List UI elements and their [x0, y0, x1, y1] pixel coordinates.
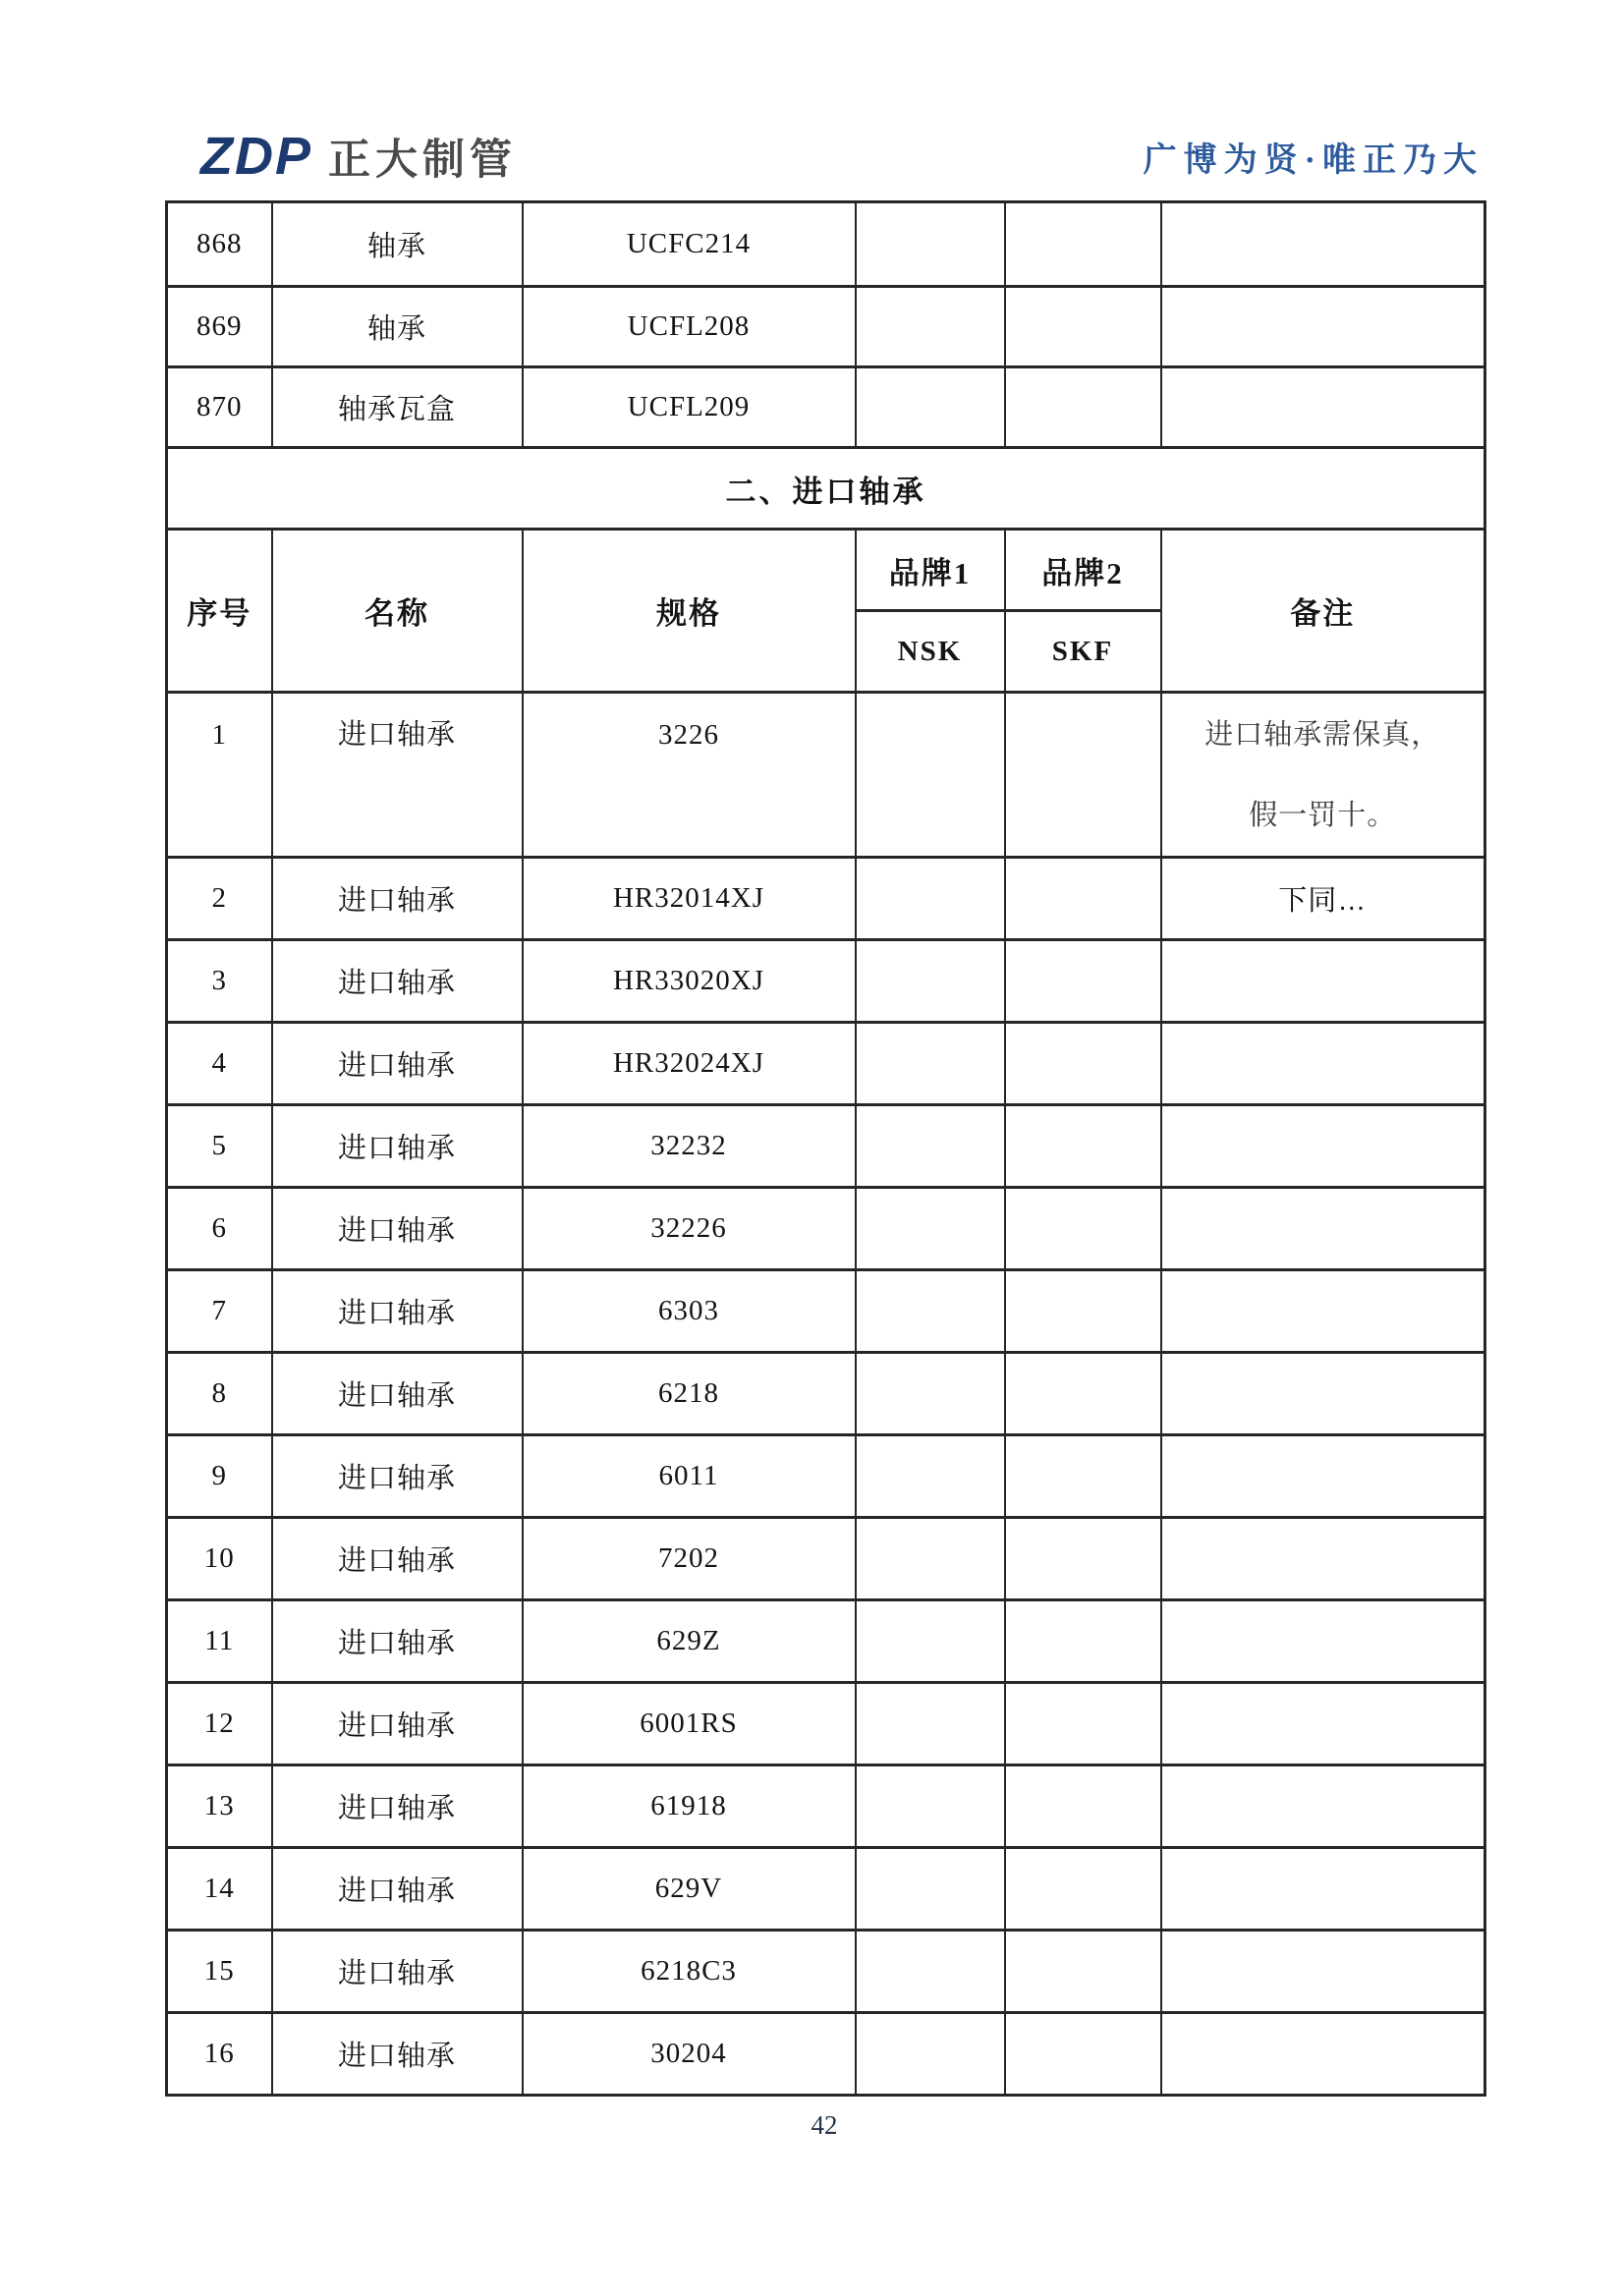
brand1-cell: [856, 1270, 1005, 1353]
brand1-cell: [856, 1518, 1005, 1600]
row-number-cell: 2: [167, 858, 272, 940]
row-number-cell: 869: [167, 287, 272, 367]
spec-cell: UCFC214: [523, 202, 856, 287]
table-row: [167, 1518, 1485, 1600]
remark-cell: [1161, 1765, 1485, 1848]
table-row: [167, 1600, 1485, 1683]
brand1-cell: [856, 287, 1005, 367]
company-slogan: 广博为贤·唯正乃大: [1143, 141, 1483, 179]
row-number-cell: 12: [167, 1683, 272, 1765]
spec-cell: HR33020XJ: [523, 940, 856, 1023]
part-name-cell: 进口轴承: [272, 1023, 523, 1105]
main-table-header: [167, 530, 1485, 693]
row-number-cell: 6: [167, 1188, 272, 1270]
part-name-cell: 进口轴承: [272, 1848, 523, 1931]
row-number-cell: 14: [167, 1848, 272, 1931]
brand2-cell: [1005, 1105, 1161, 1188]
brand1-cell: [856, 1023, 1005, 1105]
row-number-cell: 15: [167, 1931, 272, 2013]
part-name-cell: 进口轴承: [272, 1105, 523, 1188]
company-logo: [200, 126, 517, 187]
brand1-cell: [856, 1435, 1005, 1518]
part-name-cell: 进口轴承: [272, 1188, 523, 1270]
brand2-cell: [1005, 1765, 1161, 1848]
header-brand1-value: NSK: [856, 611, 1005, 693]
remark-cell: [1161, 202, 1485, 287]
brand2-cell: [1005, 1600, 1161, 1683]
row-number-cell: 9: [167, 1435, 272, 1518]
part-name-cell: 进口轴承: [272, 1931, 523, 2013]
table-row: [167, 1765, 1485, 1848]
brand2-cell: [1005, 1683, 1161, 1765]
remark-cell: [1161, 1188, 1485, 1270]
table-row: [167, 202, 1485, 287]
brand2-cell: [1005, 2013, 1161, 2096]
table-row: [167, 1848, 1485, 1931]
remark-cell: [1161, 2013, 1485, 2096]
brand1-cell: [856, 367, 1005, 448]
brand1-cell: [856, 1600, 1005, 1683]
brand2-cell: [1005, 1270, 1161, 1353]
remark-cell: [1161, 367, 1485, 448]
spec-cell: HR32024XJ: [523, 1023, 856, 1105]
part-name-cell: 进口轴承: [272, 1683, 523, 1765]
table-row: [167, 693, 1485, 858]
row-number-cell: 5: [167, 1105, 272, 1188]
page-header: [165, 124, 1483, 189]
header-brand1: 品牌1: [856, 530, 1005, 611]
part-name-cell: 进口轴承: [272, 1435, 523, 1518]
row-number-cell: 13: [167, 1765, 272, 1848]
part-name-cell: 进口轴承: [272, 1600, 523, 1683]
part-name-cell: 进口轴承: [272, 1270, 523, 1353]
brand2-cell: [1005, 1518, 1161, 1600]
brand2-cell: [1005, 693, 1161, 858]
remark-cell: [1161, 287, 1485, 367]
remark-cell: [1161, 1600, 1485, 1683]
brand1-cell: [856, 858, 1005, 940]
remark-cell: [1161, 1353, 1485, 1435]
brand1-cell: [856, 1765, 1005, 1848]
spec-cell: 6001RS: [523, 1683, 856, 1765]
row-number-cell: 868: [167, 202, 272, 287]
part-name-cell: 轴承: [272, 287, 523, 367]
part-name-cell: 进口轴承: [272, 858, 523, 940]
header-brand2-value: SKF: [1005, 611, 1161, 693]
table-row: [167, 1023, 1485, 1105]
remark-cell: [1161, 1023, 1485, 1105]
table-row: [167, 1931, 1485, 2013]
brand2-cell: [1005, 1435, 1161, 1518]
brand1-cell: [856, 1683, 1005, 1765]
table-row: [167, 287, 1485, 367]
brand1-cell: [856, 1105, 1005, 1188]
remark-line: 假一罚十。: [1249, 800, 1397, 831]
previous-section-rows: [167, 202, 1485, 448]
page-number: 42: [811, 2110, 838, 2140]
spec-cell: 30204: [523, 2013, 856, 2096]
table-row: [167, 2013, 1485, 2096]
brand2-cell: [1005, 1353, 1161, 1435]
section-title: 二、进口轴承: [167, 448, 1485, 530]
spec-cell: 6303: [523, 1270, 856, 1353]
brand2-cell: [1005, 1188, 1161, 1270]
remark-cell: [1161, 1931, 1485, 2013]
header-brand2: 品牌2: [1005, 530, 1161, 611]
spec-cell: 629V: [523, 1848, 856, 1931]
brand2-cell: [1005, 1023, 1161, 1105]
spec-cell: UCFL208: [523, 287, 856, 367]
part-name-cell: 进口轴承: [272, 940, 523, 1023]
remark-cell: [1161, 1105, 1485, 1188]
row-number-cell: 10: [167, 1518, 272, 1600]
spec-cell: 61918: [523, 1765, 856, 1848]
remark-cell: [1161, 1683, 1485, 1765]
row-number-cell: 16: [167, 2013, 272, 2096]
table-row: [167, 1435, 1485, 1518]
table-row: [167, 1105, 1485, 1188]
brand2-cell: [1005, 1931, 1161, 2013]
remark-cell: [1161, 1435, 1485, 1518]
page-footer: [165, 2110, 1483, 2141]
table-row: [167, 1353, 1485, 1435]
table-row: [167, 1188, 1485, 1270]
header-spec: 规格: [523, 530, 856, 693]
table-row: [167, 367, 1485, 448]
brand1-cell: [856, 1353, 1005, 1435]
remark-cell: [1161, 1848, 1485, 1931]
header-row-1: [167, 530, 1485, 611]
part-name-cell: 进口轴承: [272, 1353, 523, 1435]
part-name-cell: 进口轴承: [272, 1518, 523, 1600]
section-title-row: [167, 448, 1485, 530]
part-name-cell: 进口轴承: [272, 693, 523, 858]
spec-cell: 32232: [523, 1105, 856, 1188]
zdp-logo-text: ZDP: [200, 127, 312, 186]
brand2-cell: [1005, 287, 1161, 367]
row-number-cell: 11: [167, 1600, 272, 1683]
brand1-cell: [856, 2013, 1005, 2096]
brand1-cell: [856, 1188, 1005, 1270]
company-name: 正大制管: [328, 137, 517, 184]
remark-cell: [1161, 1270, 1485, 1353]
row-number-cell: 4: [167, 1023, 272, 1105]
part-name-cell: 轴承: [272, 202, 523, 287]
table-row: [167, 1270, 1485, 1353]
part-name-cell: 进口轴承: [272, 2013, 523, 2096]
spec-cell: 629Z: [523, 1600, 856, 1683]
parts-table: [165, 200, 1486, 2097]
remark-cell: [1161, 1518, 1485, 1600]
row-number-cell: 3: [167, 940, 272, 1023]
table-row: [167, 858, 1485, 940]
row-number-cell: 8: [167, 1353, 272, 1435]
header-remark: 备注: [1161, 530, 1485, 693]
table-row: [167, 940, 1485, 1023]
remark-cell: 下同…: [1161, 858, 1485, 940]
spec-cell: 3226: [523, 693, 856, 858]
spec-cell: 7202: [523, 1518, 856, 1600]
remark-cell: [1161, 940, 1485, 1023]
brand1-cell: [856, 940, 1005, 1023]
section-header: [167, 448, 1485, 530]
row-number-cell: 870: [167, 367, 272, 448]
brand1-cell: [856, 202, 1005, 287]
brand2-cell: [1005, 1848, 1161, 1931]
spec-cell: 6011: [523, 1435, 856, 1518]
part-name-cell: 轴承瓦盒: [272, 367, 523, 448]
brand1-cell: [856, 693, 1005, 858]
header-no: 序号: [167, 530, 272, 693]
part-name-cell: 进口轴承: [272, 1765, 523, 1848]
brand2-cell: [1005, 940, 1161, 1023]
row-number-cell: 1: [167, 693, 272, 858]
remark-cell: [1161, 693, 1485, 858]
spec-cell: HR32014XJ: [523, 858, 856, 940]
brand2-cell: [1005, 202, 1161, 287]
table-row: [167, 1683, 1485, 1765]
spec-cell: 6218C3: [523, 1931, 856, 2013]
brand1-cell: [856, 1931, 1005, 2013]
brand1-cell: [856, 1848, 1005, 1931]
row-number-cell: 7: [167, 1270, 272, 1353]
brand2-cell: [1005, 367, 1161, 448]
header-name: 名称: [272, 530, 523, 693]
spec-cell: 32226: [523, 1188, 856, 1270]
brand2-cell: [1005, 858, 1161, 940]
spec-cell: UCFL209: [523, 367, 856, 448]
spec-cell: 6218: [523, 1353, 856, 1435]
remark-line: 进口轴承需保真，: [1204, 719, 1441, 751]
imported-bearing-rows: [167, 693, 1485, 2096]
